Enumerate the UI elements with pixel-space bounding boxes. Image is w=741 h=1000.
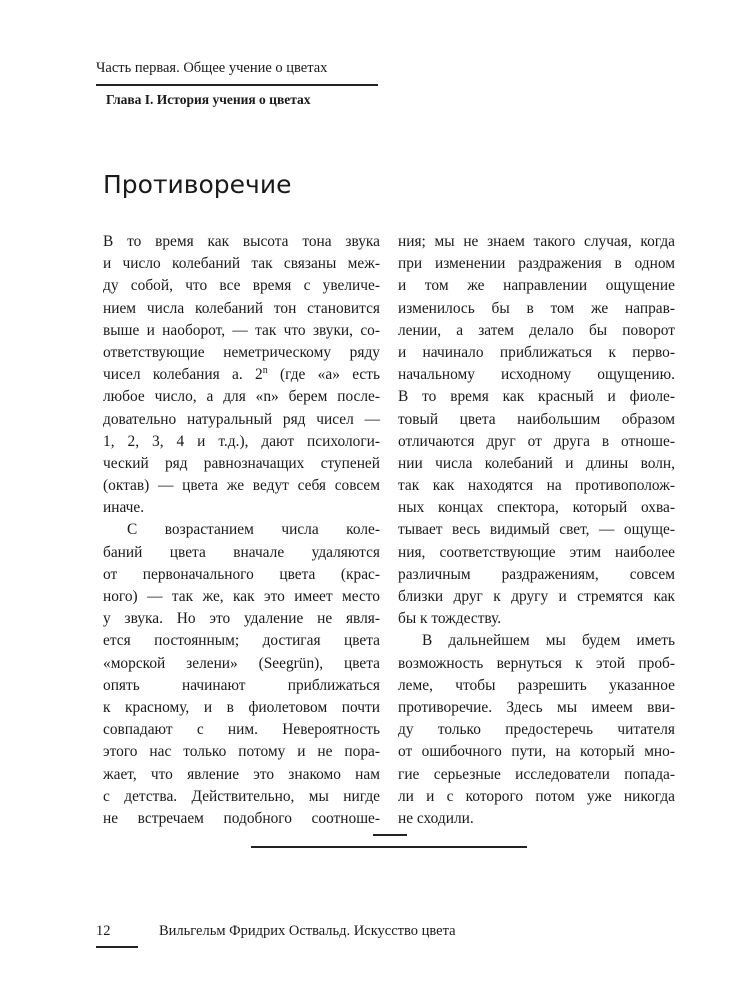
text-line: и начинало приближаться к перво- (398, 343, 675, 361)
text-line: ния; мы не знаем такого случая, когда (398, 233, 675, 250)
formula-base: чисел колебания a. 2 (103, 366, 263, 384)
right-column (398, 231, 675, 830)
text-line: «морской зелени» (Seegrün), цвета (103, 654, 380, 672)
text-line: при изменении раздражения в одном (398, 255, 675, 273)
section-end-rule (251, 846, 527, 848)
text-line: этого нас только потому и не пора- (103, 743, 380, 761)
text-line: с детства. Действительно, мы нигде (103, 787, 380, 805)
text-line: у звука. Но это удаление не явля- (103, 610, 380, 628)
text-line: жает, что явление это знакомо нам (103, 765, 380, 783)
text-line: ется постоянным; достигая цвета (103, 632, 380, 650)
text-line: от первоначального цвета (крас- (103, 565, 380, 583)
text-line: лении, а затем делало бы поворот (398, 321, 675, 339)
text-line: ответствующие неметрическому ряду (103, 343, 380, 361)
text-line: иначе. (103, 499, 145, 517)
text-line: начальному исходному ощущению. (398, 366, 675, 384)
text-line: товый цвета наибольшим образом (398, 410, 675, 428)
text-line: (октав) — цвета же ведут себя совсем (103, 477, 380, 495)
left-column (103, 231, 380, 830)
text-line: нии числа колебаний и длины волн, (398, 454, 675, 472)
text-line: и число колебаний так связаны меж- (103, 255, 380, 273)
text-line: выше и наоборот, — так что звуки, со- (103, 321, 380, 339)
section-title: Противоречие (103, 170, 292, 199)
text-line: от ошибочного пути, на который мно- (398, 743, 675, 761)
chapter-title: Глава I. История учения о цветах (106, 92, 311, 107)
footer-rule (96, 946, 138, 948)
text-line: В то время как высота тона звука (103, 233, 380, 250)
text-line: совпадают с ним. Невероятность (103, 721, 380, 739)
text-line: В дальнейшем мы будем иметь (422, 632, 675, 650)
text-line: ческий ряд равнозначащих ступеней (103, 454, 380, 472)
text-line: С возрастанием числа коле- (127, 521, 380, 539)
text-line: опять начинают приближаться (103, 676, 380, 694)
text-line: В то время как красный и фиоле- (398, 388, 675, 406)
text-line: леме, чтобы разрешить указанное (398, 676, 675, 694)
text-line: не сходили. (398, 809, 474, 827)
text-line: изменилось бы в том же направ- (398, 299, 675, 317)
formula-line (103, 364, 380, 386)
text-line: ных концах спектора, который охва- (398, 499, 675, 517)
text-line: 1, 2, 3, 4 и т.д.), дают психологи- (103, 432, 380, 450)
header-rule (96, 84, 378, 86)
text-line: возможность вернуться к этой проб- (398, 654, 675, 672)
text-line: бы к тождеству. (398, 610, 502, 628)
text-line: ду собой, что все время с увеличе- (103, 277, 380, 295)
text-line: тывает весь видимый свет, — ощуще- (398, 521, 675, 539)
text-line: баний цвета вначале удаляются (103, 543, 380, 561)
running-head: Часть первая. Общее учение о цветах (96, 60, 328, 76)
text-line: отличаются друг от друга в отноше- (398, 432, 675, 450)
text-line: различным раздражениям, совсем (398, 565, 675, 583)
text-line: ду только предостеречь читателя (398, 721, 675, 739)
text-line: противоречие. Здесь мы имеем вви- (398, 698, 675, 716)
formula-rest: (где «a» есть (267, 366, 381, 384)
formula-exponent: n (262, 365, 268, 376)
text-line: не встречаем подобного соотноше- (103, 809, 380, 827)
text-line: и том же направлении ощущение (398, 277, 675, 295)
page-number: 12 (96, 923, 111, 939)
text-line: ного) — так же, как это имеет место (103, 588, 380, 605)
section-end-dash (373, 834, 407, 836)
text-line: нием числа колебаний тон становится (103, 299, 380, 317)
text-line: ли и с которого потом уже никогда (398, 787, 675, 805)
text-line: близки друг к другу и стремятся как (398, 588, 675, 605)
text-line: ния, соответствующие этим наиболее (398, 543, 675, 561)
text-line: гие серьезные исследователи попада- (398, 765, 675, 783)
text-line: так как находятся на противополож- (398, 477, 675, 495)
text-line: любое число, а для «n» берем после- (103, 388, 380, 406)
footer-book-title: Вильгельм Фридрих Оствальд. Искусство цвета (159, 923, 456, 939)
text-line: довательно натуральный ряд чисел — (103, 410, 380, 428)
text-line: к красному, и в фиолетовом почти (103, 698, 380, 716)
